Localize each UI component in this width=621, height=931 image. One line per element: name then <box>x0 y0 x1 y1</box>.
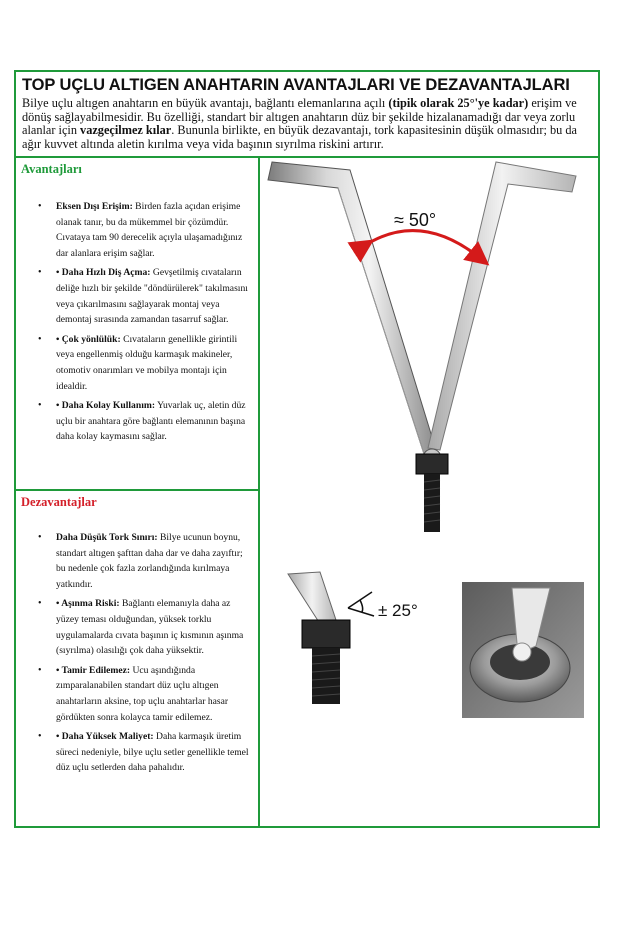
list-item <box>16 596 258 658</box>
illustration-svg <box>260 158 598 826</box>
item-text: Daha karmaşık üretim süreci nedeniyle, bilye uçlu setler genellikle temel düz uçlu setlerden daha pahalıdır. <box>56 731 249 774</box>
list-item <box>16 332 258 394</box>
angle-icon <box>348 592 374 616</box>
bolt-photo <box>462 582 584 718</box>
bolt-thread <box>424 474 440 532</box>
illustration-panel <box>260 158 598 826</box>
list-item <box>16 265 258 327</box>
right-hex-key <box>428 162 576 450</box>
bullet: • <box>38 598 42 610</box>
item-text: Gevşetilmiş cıvataların deliğe hızlı bir şekilde "döndürülerek" takılmasını veya çıkarılmasını sağlayarak montaj veya demontaj sırasında zamandan tasarruf sağlar. <box>56 267 248 326</box>
angle-label-50: ≈ 50° <box>394 210 437 230</box>
intro-paragraph <box>22 97 592 151</box>
item-label: • Tamir Edilemez: <box>56 664 131 676</box>
item-label: • Daha Hızlı Diş Açma: <box>56 267 151 279</box>
bullet: • <box>38 400 42 412</box>
disadvantages-title: Dezavantajlar <box>21 495 97 509</box>
header <box>16 72 598 158</box>
disadvantages-section <box>16 491 260 826</box>
bullet: • <box>38 333 42 345</box>
page-title: TOP UÇLU ALTIGEN ANAHTARIN AVANTAJLARI VE DEZAVANTAJLARI <box>22 76 570 94</box>
bullet: • <box>38 201 42 212</box>
item-text: Yuvarlak uç, aletin düz uçlu bir anahtara göre bağlantı elemanının başına daha kolay kaymasını sağlar. <box>56 400 246 443</box>
list-item <box>16 729 258 776</box>
intro-text-3: . Bununla birlikte, en büyük dezavantajı, tork kapasitesinin düşük olmasıdır; bu da ağır kuvvet altında aletin kırılma veya vida başının sıyrılma riskini artırır. <box>22 123 577 151</box>
disadvantages-list <box>16 530 258 776</box>
list-item <box>16 398 258 445</box>
bullet: • <box>38 267 42 279</box>
item-text: Ucu aşındığında zımparalanabilen standart düz uçlu altıgen anahtarların aksine, top uçlu anahtarlar hasar gördükten sonra kolayca tamir edilemez. <box>56 664 229 723</box>
item-label: • Çok yönlülük: <box>56 333 121 345</box>
item-label: Daha Düşük Tork Sınırı: <box>56 532 158 543</box>
item-text: Bağlantı elemanıyla daha az yüzey teması olduğundan, yüksek torklu uygulamalarda cıvata başının iç kısmının aşınma (sıyrılma) olasılığı çok daha yüksektir. <box>56 598 244 657</box>
advantages-title: Avantajları <box>21 162 82 176</box>
intro-text-1: Bilye uçlu altıgen anahtarın en büyük avantajı, bağlantı elemanlarına açılı <box>22 96 389 110</box>
bullet: • <box>38 532 42 543</box>
bullet: • <box>38 664 42 676</box>
angle-label-25: ± 25° <box>378 601 418 620</box>
info-frame <box>14 70 600 828</box>
list-item <box>16 663 258 725</box>
left-hex-key <box>268 162 436 454</box>
angle-arrow <box>364 231 480 258</box>
intro-bold-2: vazgeçilmez kılar <box>80 123 172 138</box>
item-label: • Aşınma Riski: <box>56 598 120 610</box>
advantages-section <box>16 158 260 491</box>
item-text: Bilye ucunun boynu, standart altıgen şafttan daha dar ve daha zayıftır; bu nedenle çok fazla zorlandığında kırılmaya yatkındır. <box>56 532 243 590</box>
angled-key-detail <box>288 572 350 704</box>
item-text: Birden fazla açıdan erişime olanak tanır, bu da mükemmel bir çözümdür. Cıvataya tam 90 derecelik açıyla ulaşamadığınız dar alanlara erişim sağlar. <box>56 201 243 259</box>
list-item <box>16 530 258 592</box>
list-item <box>16 199 258 261</box>
item-text: Cıvataların genellikle girintili veya engellenmiş olduğu karmaşık makineler, otomotiv onarımları ve mobilya montajı için idealdir. <box>56 333 238 392</box>
bolt-head <box>416 454 448 474</box>
top-bolt <box>416 449 448 532</box>
intro-bold-1: (tipik olarak 25°'ye kadar) <box>388 96 529 110</box>
intro-text-2: erişim ve dönüş sağlayabilmesidir. Bu özelliği, standart bir altıgen anahtarın düz bir şekilde hizalanamadığı dar veya zorlu alanlar için <box>22 96 577 138</box>
item-label: • Daha Yüksek Maliyet: <box>56 731 154 743</box>
item-label: Eksen Dışı Erişim: <box>56 201 133 212</box>
advantages-list <box>16 199 258 445</box>
item-label: • Daha Kolay Kullanım: <box>56 400 156 412</box>
bullet: • <box>38 731 42 743</box>
